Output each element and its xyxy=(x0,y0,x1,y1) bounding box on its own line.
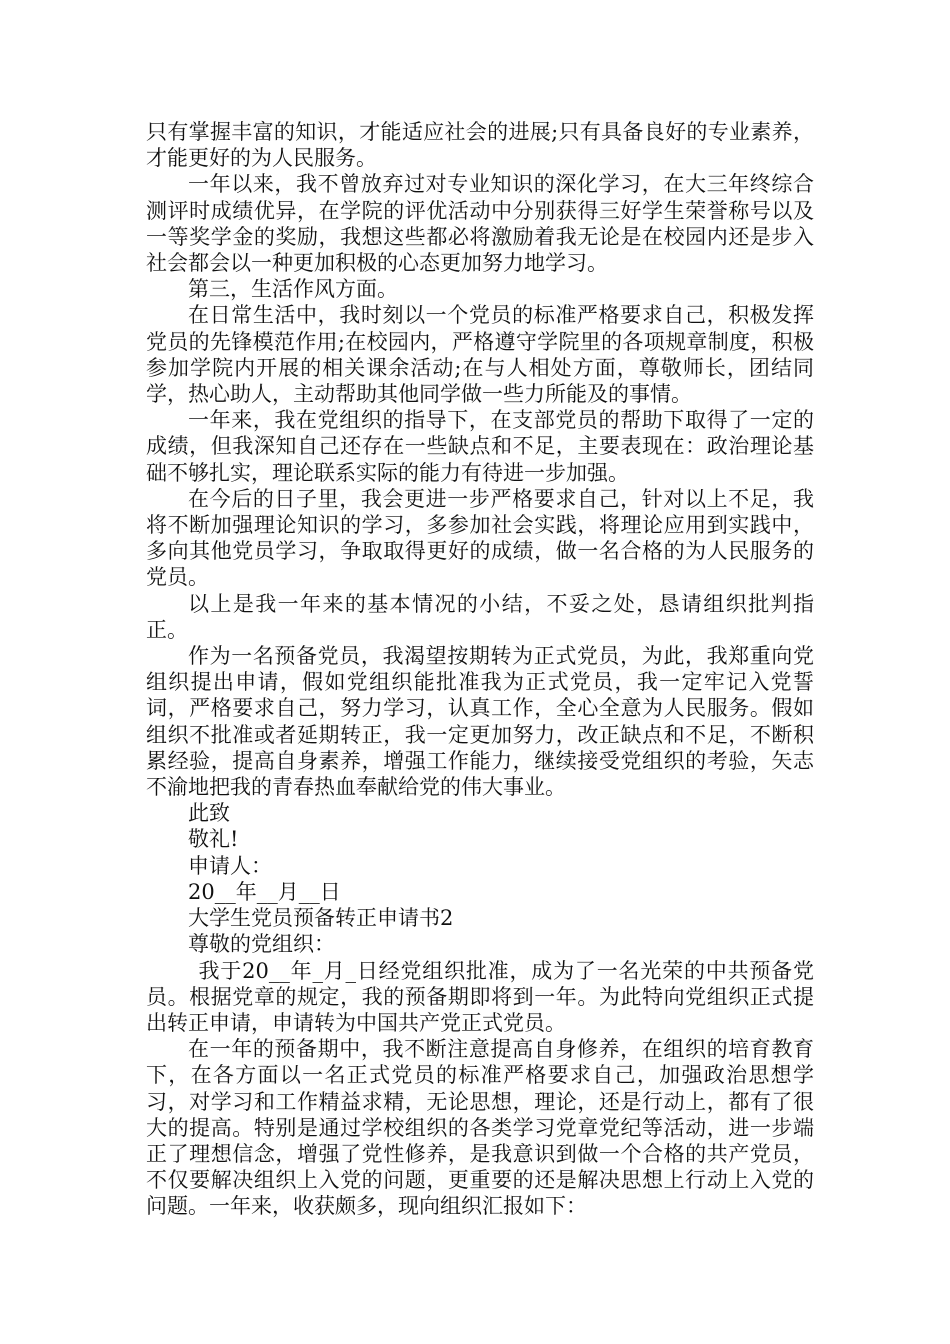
paragraph-probation: 我于20__年_月_日经党组织批准，成为了一名光荣的中共预备党员。根据党章的规定，我的预备期即将到一年。为此特向党组织正式提出转正申请，申请转为中国共产党正式党员。 xyxy=(146,958,814,1035)
paragraph-knowledge: 只有掌握丰富的知识，才能适应社会的进展;只有具备良好的专业素养，才能更好的为人民服务。 xyxy=(146,120,814,171)
closing-regards: 敬礼! xyxy=(188,827,239,852)
paragraph-shortcomings: 一年来，我在党组织的指导下，在支部党员的帮助下取得了一定的成绩，但我深知自己还存在一些缺点和不足，主要表现在：政治理论基础不够扎实，理论联系实际的能力有待进一步加强。 xyxy=(146,408,814,485)
paragraph-future: 在今后的日子里，我会更进一步严格要求自己，针对以上不足，我将不断加强理论知识的学习，多参加社会实践，将理论应用到实践中，多向其他党员学习，争取取得更好的成绩，做一名合格的为人民服务的党员。 xyxy=(146,486,814,590)
document-page xyxy=(146,119,814,1220)
date-line: 20__年__月__日 xyxy=(188,879,341,904)
paragraph-application: 作为一名预备党员，我渴望按期转为正式党员，为此，我郑重向党组织提出申请，假如党组织能批准我为正式党员，我一定牢记入党誓词，严格要求自己，努力学习，认真工作，全心全意为人民服务。假如组织不批准或者延期转正，我一定更加努力，改正缺点和不足，不断积累经验，提高自身素养，增强工作能力，继续接受党组织的考验，矢志不渝地把我的青春热血奉献给党的伟大事业。 xyxy=(146,644,814,800)
greeting: 尊敬的党组织： xyxy=(188,932,335,957)
paragraph-summary: 以上是我一年来的基本情况的小结，不妥之处，恳请组织批判指正。 xyxy=(146,591,814,642)
paragraph-daily-life: 在日常生活中，我时刻以一个党员的标准严格要求自己，积极发挥党员的先锋模范作用;在校园内，严格遵守学院里的各项规章制度，积极参加学院内开展的相关课余活动;在与人相处方面，尊敬师长，团结同学，热心助人，主动帮助其他同学做一些力所能及的事情。 xyxy=(146,303,814,407)
document-title-2: 大学生党员预备转正申请书2 xyxy=(188,906,454,931)
section-heading-lifestyle: 第三，生活作风方面。 xyxy=(188,277,398,302)
closing-salutation: 此致 xyxy=(188,801,230,826)
paragraph-study: 一年以来，我不曾放弃过对专业知识的深化学习，在大三年终综合测评时成绩优异，在学院的评优活动中分别获得三好学生荣誉称号以及一等奖学金的奖励，我想这些都必将激励着我无论是在校园内还是步入社会都会以一种更加积极的心态更加努力地学习。 xyxy=(146,172,814,276)
paragraph-self-improvement: 在一年的预备期中，我不断注意提高自身修养，在组织的培育教育下，在各方面以一名正式党员的标准严格要求自己，加强政治思想学习，对学习和工作精益求精，无论思想，理论，还是行动上，都有了很大的提高。特别是通过学校组织的各类学习党章党纪等活动，进一步端正了理想信念，增强了党性修养，是我意识到做一个合格的共产党员，不仅要解决组织上入党的问题，更重要的还是解决思想上行动上入党的问题。一年来，收获颇多，现向组织汇报如下： xyxy=(146,1037,814,1219)
applicant-signature: 申请人： xyxy=(188,853,272,878)
